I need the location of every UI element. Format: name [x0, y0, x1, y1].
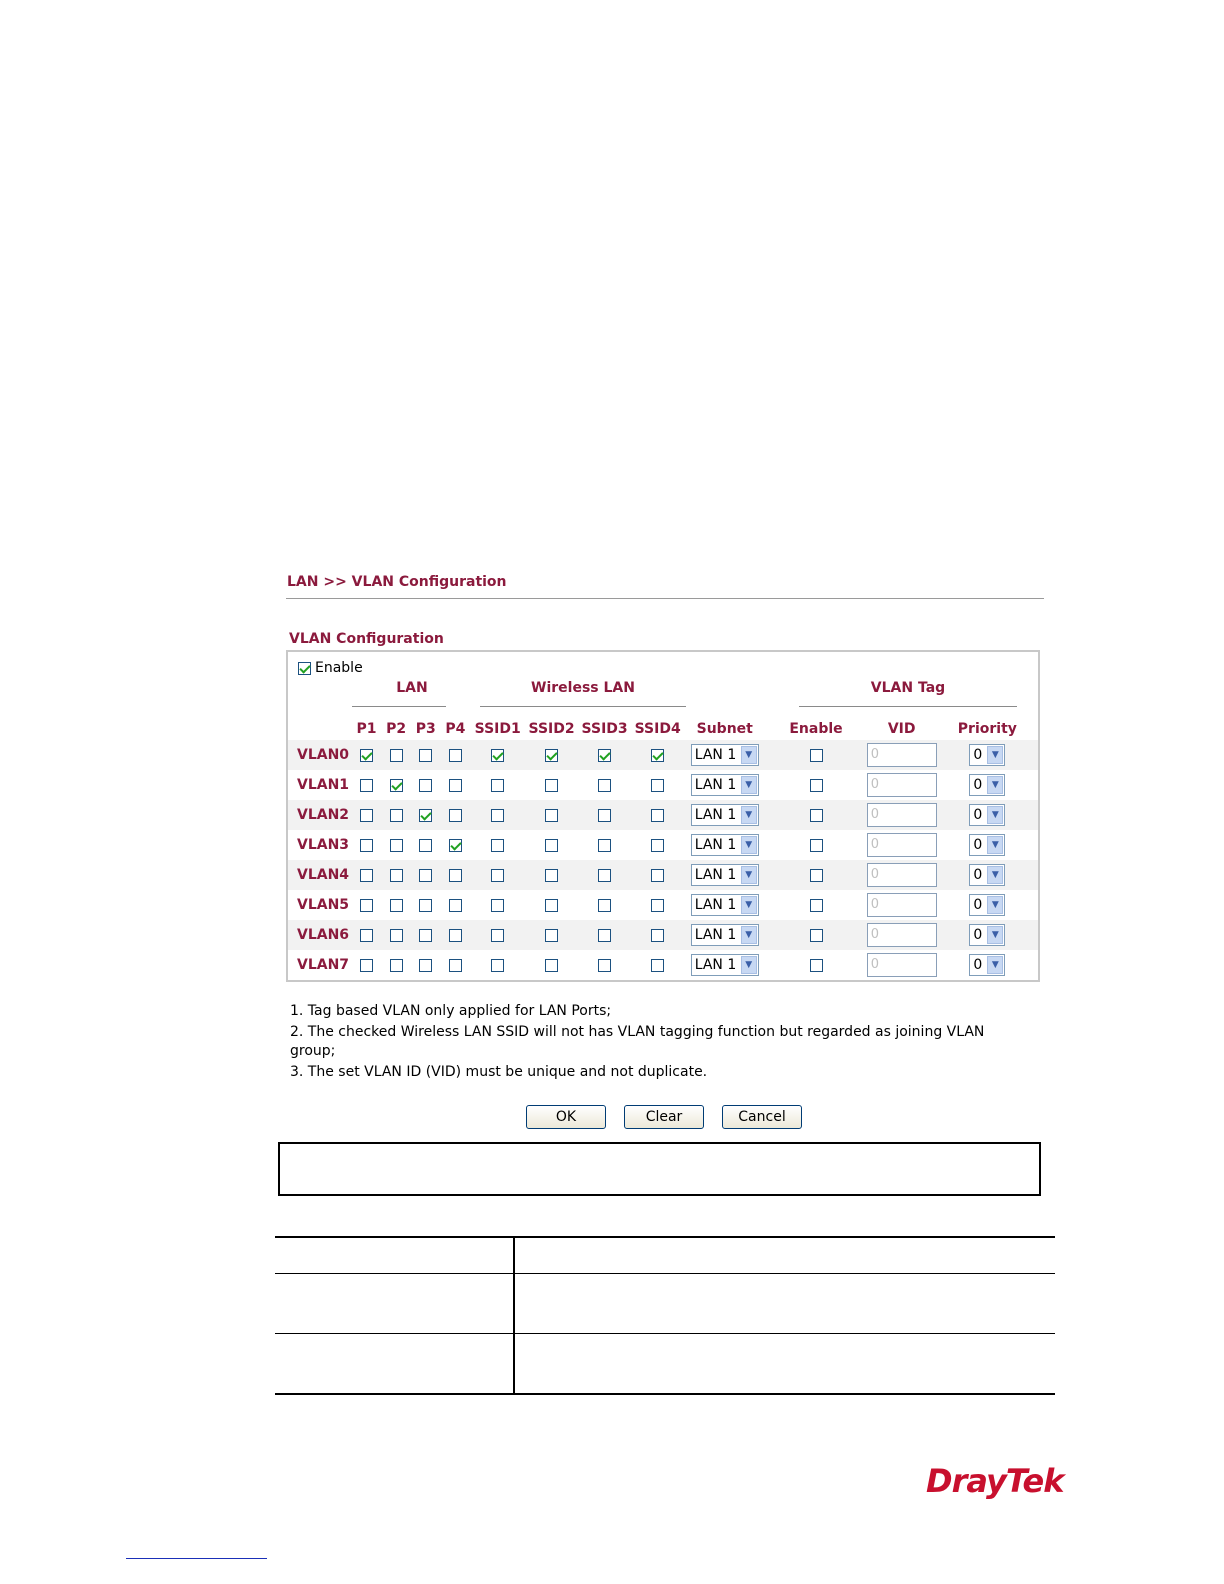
chevron-down-icon[interactable]: ▼ [987, 956, 1003, 974]
chevron-down-icon[interactable]: ▼ [741, 866, 757, 884]
table-rule-row [275, 1333, 1055, 1334]
button-bar [526, 1105, 802, 1129]
vid-input[interactable]: 0 [867, 803, 937, 827]
header-tag-enable: Enable [789, 721, 843, 737]
port-p2-cell [381, 890, 411, 920]
vlan-tag-enable-cell [765, 830, 866, 860]
port-p4-cell [441, 950, 471, 980]
chevron-down-icon[interactable]: ▼ [987, 836, 1003, 854]
ssid2-checkbox[interactable] [545, 749, 558, 762]
port-p3-checkbox[interactable] [419, 869, 432, 882]
priority-cell [937, 740, 1038, 770]
subnet-select[interactable] [691, 924, 759, 946]
notes [286, 1002, 1030, 1082]
priority-select[interactable] [969, 744, 1005, 766]
vid-cell [867, 920, 937, 950]
info-box [278, 1142, 1041, 1196]
ssid2-checkbox[interactable] [545, 869, 558, 882]
port-p3-cell [411, 950, 441, 980]
header-vid: VID [887, 721, 916, 737]
priority-value: 0 [973, 867, 983, 883]
ssid4-checkbox[interactable] [651, 839, 664, 852]
chevron-down-icon[interactable]: ▼ [741, 746, 757, 764]
port-p4-checkbox[interactable] [449, 809, 462, 822]
port-p1-checkbox[interactable] [360, 809, 373, 822]
subnet-value: LAN 1 [694, 837, 737, 853]
port-p1-checkbox[interactable] [360, 779, 373, 792]
port-p3-checkbox[interactable] [419, 779, 432, 792]
priority-select[interactable] [969, 864, 1005, 886]
priority-cell [937, 950, 1038, 980]
port-p1-cell [352, 890, 382, 920]
ssid2-cell [525, 770, 578, 800]
priority-value: 0 [973, 777, 983, 793]
vid-cell [867, 860, 937, 890]
port-p4-cell [441, 860, 471, 890]
ssid4-checkbox[interactable] [651, 929, 664, 942]
ssid1-checkbox[interactable] [491, 959, 504, 972]
enable-vlan-label: Enable [315, 660, 363, 676]
priority-select[interactable] [969, 924, 1005, 946]
port-p2-checkbox[interactable] [390, 839, 403, 852]
vlan-name: VLAN6 [288, 920, 352, 950]
table-rule-bottom [275, 1393, 1055, 1395]
ssid4-checkbox[interactable] [651, 899, 664, 912]
vlan-row [288, 740, 1038, 770]
priority-cell [937, 830, 1038, 860]
draytek-logo: DrayTek [926, 1462, 1064, 1500]
port-p2-checkbox[interactable] [390, 899, 403, 912]
port-p1-checkbox[interactable] [360, 899, 373, 912]
group-wireless-heading: Wireless LAN [531, 680, 635, 696]
vlan-rows [288, 740, 1038, 980]
subnet-select[interactable] [691, 834, 759, 856]
subnet-cell [684, 830, 765, 860]
ssid4-checkbox[interactable] [651, 809, 664, 822]
vlan-tag-enable-cell [765, 800, 866, 830]
vlan-name: VLAN7 [297, 957, 350, 973]
priority-value: 0 [973, 957, 983, 973]
chevron-down-icon[interactable]: ▼ [741, 926, 757, 944]
priority-select[interactable] [969, 774, 1005, 796]
ssid3-checkbox[interactable] [598, 899, 611, 912]
vlan-row [288, 920, 1038, 950]
vlan-tag-enable-cell [765, 890, 866, 920]
ssid4-cell [631, 740, 684, 770]
port-p1-cell [352, 800, 382, 830]
header-ssid1: SSID1 [474, 721, 521, 737]
note-2: 2. The checked Wireless LAN SSID will not has VLAN tagging function but regarded as joining VLAN group; [290, 1024, 985, 1059]
priority-value: 0 [973, 837, 983, 853]
vid-cell [867, 830, 937, 860]
vlan-config-panel [286, 560, 1044, 1125]
subnet-cell [684, 890, 765, 920]
vid-input[interactable]: 0 [867, 833, 937, 857]
group-lan-heading: LAN [396, 680, 428, 696]
port-p1-cell [352, 740, 382, 770]
enable-vlan-row[interactable] [298, 660, 363, 676]
chevron-down-icon[interactable]: ▼ [987, 866, 1003, 884]
port-p4-cell [441, 740, 471, 770]
ssid3-checkbox[interactable] [598, 869, 611, 882]
priority-select[interactable] [969, 894, 1005, 916]
ssid4-cell [631, 950, 684, 980]
ssid1-cell [470, 920, 525, 950]
group-wireless-divider [480, 706, 686, 707]
port-p2-checkbox[interactable] [390, 959, 403, 972]
port-p1-cell [352, 860, 382, 890]
subnet-select[interactable] [691, 954, 759, 976]
vid-input[interactable]: 0 [867, 743, 937, 767]
ssid2-checkbox[interactable] [545, 959, 558, 972]
vlan-row [288, 830, 1038, 860]
group-vlan-tag-heading: VLAN Tag [870, 680, 946, 696]
port-p4-cell [441, 800, 471, 830]
port-p2-cell [381, 770, 411, 800]
ssid2-checkbox[interactable] [545, 839, 558, 852]
subnet-select[interactable] [691, 894, 759, 916]
ssid3-cell [578, 950, 631, 980]
subnet-select[interactable] [691, 864, 759, 886]
vlan-tag-enable-checkbox[interactable] [810, 959, 823, 972]
port-p1-cell [352, 920, 382, 950]
chevron-down-icon[interactable]: ▼ [741, 956, 757, 974]
chevron-down-icon[interactable]: ▼ [987, 896, 1003, 914]
vlan-row [288, 950, 1038, 980]
subnet-cell [684, 950, 765, 980]
subnet-value: LAN 1 [694, 867, 737, 883]
breadcrumb: LAN >> VLAN Configuration [286, 560, 1044, 599]
subnet-cell [684, 920, 765, 950]
vlan-tag-enable-cell [765, 770, 866, 800]
chevron-down-icon[interactable]: ▼ [987, 746, 1003, 764]
header-p3: P3 [415, 721, 436, 737]
port-p4-checkbox[interactable] [449, 929, 462, 942]
port-p2-checkbox[interactable] [390, 779, 403, 792]
ssid1-cell [470, 770, 525, 800]
subnet-select[interactable] [691, 744, 759, 766]
port-p4-checkbox[interactable] [449, 779, 462, 792]
ssid3-cell [578, 800, 631, 830]
ssid3-checkbox[interactable] [598, 839, 611, 852]
ssid1-checkbox[interactable] [491, 779, 504, 792]
ssid1-checkbox[interactable] [491, 929, 504, 942]
port-p4-cell [441, 890, 471, 920]
port-p4-checkbox[interactable] [449, 899, 462, 912]
ssid1-cell [470, 740, 525, 770]
port-p3-cell [411, 890, 441, 920]
ssid1-cell [470, 890, 525, 920]
subnet-value: LAN 1 [694, 927, 737, 943]
port-p1-cell [352, 830, 382, 860]
ssid4-cell [631, 920, 684, 950]
port-p1-checkbox[interactable] [360, 959, 373, 972]
vlan-tag-enable-cell [765, 950, 866, 980]
port-p2-checkbox[interactable] [390, 929, 403, 942]
subnet-select[interactable] [691, 774, 759, 796]
port-p1-cell [352, 770, 382, 800]
chevron-down-icon[interactable]: ▼ [741, 776, 757, 794]
vid-input[interactable]: 0 [867, 953, 937, 977]
port-p4-checkbox[interactable] [449, 959, 462, 972]
port-p2-checkbox[interactable] [390, 809, 403, 822]
port-p2-cell [381, 830, 411, 860]
header-ssid3: SSID3 [581, 721, 628, 737]
subnet-value: LAN 1 [694, 807, 737, 823]
vlan-tag-enable-cell [765, 860, 866, 890]
port-p2-checkbox[interactable] [390, 749, 403, 762]
port-p4-checkbox[interactable] [449, 869, 462, 882]
vlan-table [288, 718, 1038, 980]
ssid1-cell [470, 860, 525, 890]
ssid2-cell [525, 740, 578, 770]
ssid4-cell [631, 800, 684, 830]
vlan-row [288, 770, 1038, 800]
port-p3-checkbox[interactable] [419, 899, 432, 912]
port-p4-checkbox[interactable] [449, 749, 462, 762]
vid-cell [867, 770, 937, 800]
header-blank [288, 718, 352, 740]
vlan-name: VLAN2 [288, 800, 352, 830]
priority-cell [937, 920, 1038, 950]
priority-select[interactable] [969, 954, 1005, 976]
vlan-row [288, 800, 1038, 830]
ssid2-cell [525, 890, 578, 920]
ssid1-checkbox[interactable] [491, 899, 504, 912]
ssid4-checkbox[interactable] [651, 749, 664, 762]
ssid1-checkbox[interactable] [491, 839, 504, 852]
vlan-tag-enable-checkbox[interactable] [810, 869, 823, 882]
ssid3-checkbox[interactable] [598, 959, 611, 972]
priority-cell [937, 770, 1038, 800]
port-p4-cell [441, 830, 471, 860]
clear-button[interactable]: Clear [624, 1105, 704, 1129]
vid-input[interactable]: 0 [867, 773, 937, 797]
port-p3-checkbox[interactable] [419, 959, 432, 972]
priority-value: 0 [973, 747, 983, 763]
subnet-select[interactable] [691, 804, 759, 826]
ssid1-checkbox[interactable] [491, 809, 504, 822]
ssid3-cell [578, 890, 631, 920]
ssid3-cell [578, 920, 631, 950]
ssid3-checkbox[interactable] [598, 929, 611, 942]
note-1: 1. Tag based VLAN only applied for LAN Ports; [290, 1003, 612, 1019]
vlan-name: VLAN4 [288, 860, 352, 890]
header-priority: Priority [957, 721, 1017, 737]
ssid1-checkbox[interactable] [491, 869, 504, 882]
ssid2-checkbox[interactable] [545, 809, 558, 822]
port-p2-cell [381, 860, 411, 890]
vlan-name: VLAN3 [297, 837, 350, 853]
ssid3-cell [578, 770, 631, 800]
priority-cell [937, 860, 1038, 890]
ssid2-cell [525, 830, 578, 860]
vlan-header-row [288, 718, 1038, 740]
vid-input[interactable]: 0 [867, 863, 937, 887]
port-p2-cell [381, 950, 411, 980]
ssid2-checkbox[interactable] [545, 899, 558, 912]
port-p3-cell [411, 830, 441, 860]
vlan-tag-enable-checkbox[interactable] [810, 779, 823, 792]
port-p1-checkbox[interactable] [360, 749, 373, 762]
priority-select[interactable] [969, 834, 1005, 856]
chevron-down-icon[interactable]: ▼ [987, 776, 1003, 794]
enable-vlan-checkbox[interactable] [298, 662, 311, 675]
ssid4-cell [631, 770, 684, 800]
port-p2-cell [381, 920, 411, 950]
table-rule-top [275, 1236, 1055, 1238]
vlan-tag-enable-checkbox[interactable] [810, 839, 823, 852]
vlan-tag-enable-checkbox[interactable] [810, 929, 823, 942]
ssid4-checkbox[interactable] [651, 869, 664, 882]
chevron-down-icon[interactable]: ▼ [987, 806, 1003, 824]
priority-value: 0 [973, 927, 983, 943]
port-p3-checkbox[interactable] [419, 839, 432, 852]
ssid4-cell [631, 830, 684, 860]
port-p2-checkbox[interactable] [390, 869, 403, 882]
port-p4-cell [441, 920, 471, 950]
table-rule-header [275, 1273, 1055, 1274]
ssid2-cell [525, 950, 578, 980]
chevron-down-icon[interactable]: ▼ [987, 926, 1003, 944]
header-subnet: Subnet [696, 721, 753, 737]
ssid3-checkbox[interactable] [598, 779, 611, 792]
group-lan-divider [352, 706, 446, 707]
subnet-value: LAN 1 [694, 747, 737, 763]
ssid2-cell [525, 860, 578, 890]
ssid1-cell [470, 830, 525, 860]
section-title: VLAN Configuration [289, 631, 444, 647]
header-ssid4: SSID4 [634, 721, 681, 737]
port-p3-cell [411, 860, 441, 890]
ssid3-cell [578, 830, 631, 860]
vlan-config-box [286, 650, 1040, 982]
priority-cell [937, 800, 1038, 830]
vlan-row [288, 890, 1038, 920]
vid-input[interactable]: 0 [867, 893, 937, 917]
vlan-name: VLAN5 [297, 897, 350, 913]
vlan-tag-enable-cell [765, 920, 866, 950]
subnet-value: LAN 1 [694, 777, 737, 793]
table-column-divider [513, 1236, 515, 1395]
port-p1-cell [352, 950, 382, 980]
subnet-cell [684, 770, 765, 800]
port-p3-cell [411, 920, 441, 950]
priority-select[interactable] [969, 804, 1005, 826]
ssid2-cell [525, 920, 578, 950]
ssid4-checkbox[interactable] [651, 959, 664, 972]
port-p1-checkbox[interactable] [360, 839, 373, 852]
port-p3-checkbox[interactable] [419, 929, 432, 942]
chevron-down-icon[interactable]: ▼ [741, 836, 757, 854]
ok-button[interactable]: OK [526, 1105, 606, 1129]
port-p1-checkbox[interactable] [360, 929, 373, 942]
chevron-down-icon[interactable]: ▼ [741, 896, 757, 914]
port-p3-checkbox[interactable] [419, 749, 432, 762]
ssid4-cell [631, 860, 684, 890]
vid-cell [867, 800, 937, 830]
vlan-tag-enable-checkbox[interactable] [810, 809, 823, 822]
vid-input[interactable]: 0 [867, 923, 937, 947]
ssid2-checkbox[interactable] [545, 779, 558, 792]
header-ssid2: SSID2 [528, 721, 575, 737]
header-p4: P4 [445, 721, 466, 737]
group-vlan-tag-divider [799, 706, 1017, 707]
vlan-row [288, 860, 1038, 890]
cancel-button[interactable]: Cancel [722, 1105, 802, 1129]
subnet-value: LAN 1 [694, 897, 737, 913]
vlan-name: VLAN1 [297, 777, 350, 793]
header-p2: P2 [386, 721, 407, 737]
note-3: 3. The set VLAN ID (VID) must be unique and not duplicate. [290, 1064, 708, 1080]
port-p1-checkbox[interactable] [360, 869, 373, 882]
ssid1-cell [470, 950, 525, 980]
priority-value: 0 [973, 897, 983, 913]
port-p3-cell [411, 770, 441, 800]
ssid4-checkbox[interactable] [651, 779, 664, 792]
vlan-tag-enable-checkbox[interactable] [810, 749, 823, 762]
priority-cell [937, 890, 1038, 920]
ssid1-checkbox[interactable] [491, 749, 504, 762]
port-p2-cell [381, 740, 411, 770]
vid-cell [867, 740, 937, 770]
vid-cell [867, 950, 937, 980]
subnet-cell [684, 860, 765, 890]
vlan-tag-enable-checkbox[interactable] [810, 899, 823, 912]
chevron-down-icon[interactable]: ▼ [741, 806, 757, 824]
port-p4-checkbox[interactable] [449, 839, 462, 852]
ssid2-cell [525, 800, 578, 830]
vid-cell [867, 890, 937, 920]
ssid3-checkbox[interactable] [598, 749, 611, 762]
vlan-tag-enable-cell [765, 740, 866, 770]
port-p3-checkbox[interactable] [419, 809, 432, 822]
port-p4-cell [441, 770, 471, 800]
ssid4-cell [631, 890, 684, 920]
subnet-cell [684, 800, 765, 830]
subnet-value: LAN 1 [694, 957, 737, 973]
vlan-name: VLAN0 [288, 740, 352, 770]
ssid3-cell [578, 860, 631, 890]
footer-link-underline[interactable] [126, 1558, 267, 1559]
ssid1-cell [470, 800, 525, 830]
port-p3-cell [411, 800, 441, 830]
ssid3-cell [578, 740, 631, 770]
ssid3-checkbox[interactable] [598, 809, 611, 822]
port-p2-cell [381, 800, 411, 830]
priority-value: 0 [973, 807, 983, 823]
port-p3-cell [411, 740, 441, 770]
header-p1: P1 [356, 721, 377, 737]
subnet-cell [684, 740, 765, 770]
ssid2-checkbox[interactable] [545, 929, 558, 942]
